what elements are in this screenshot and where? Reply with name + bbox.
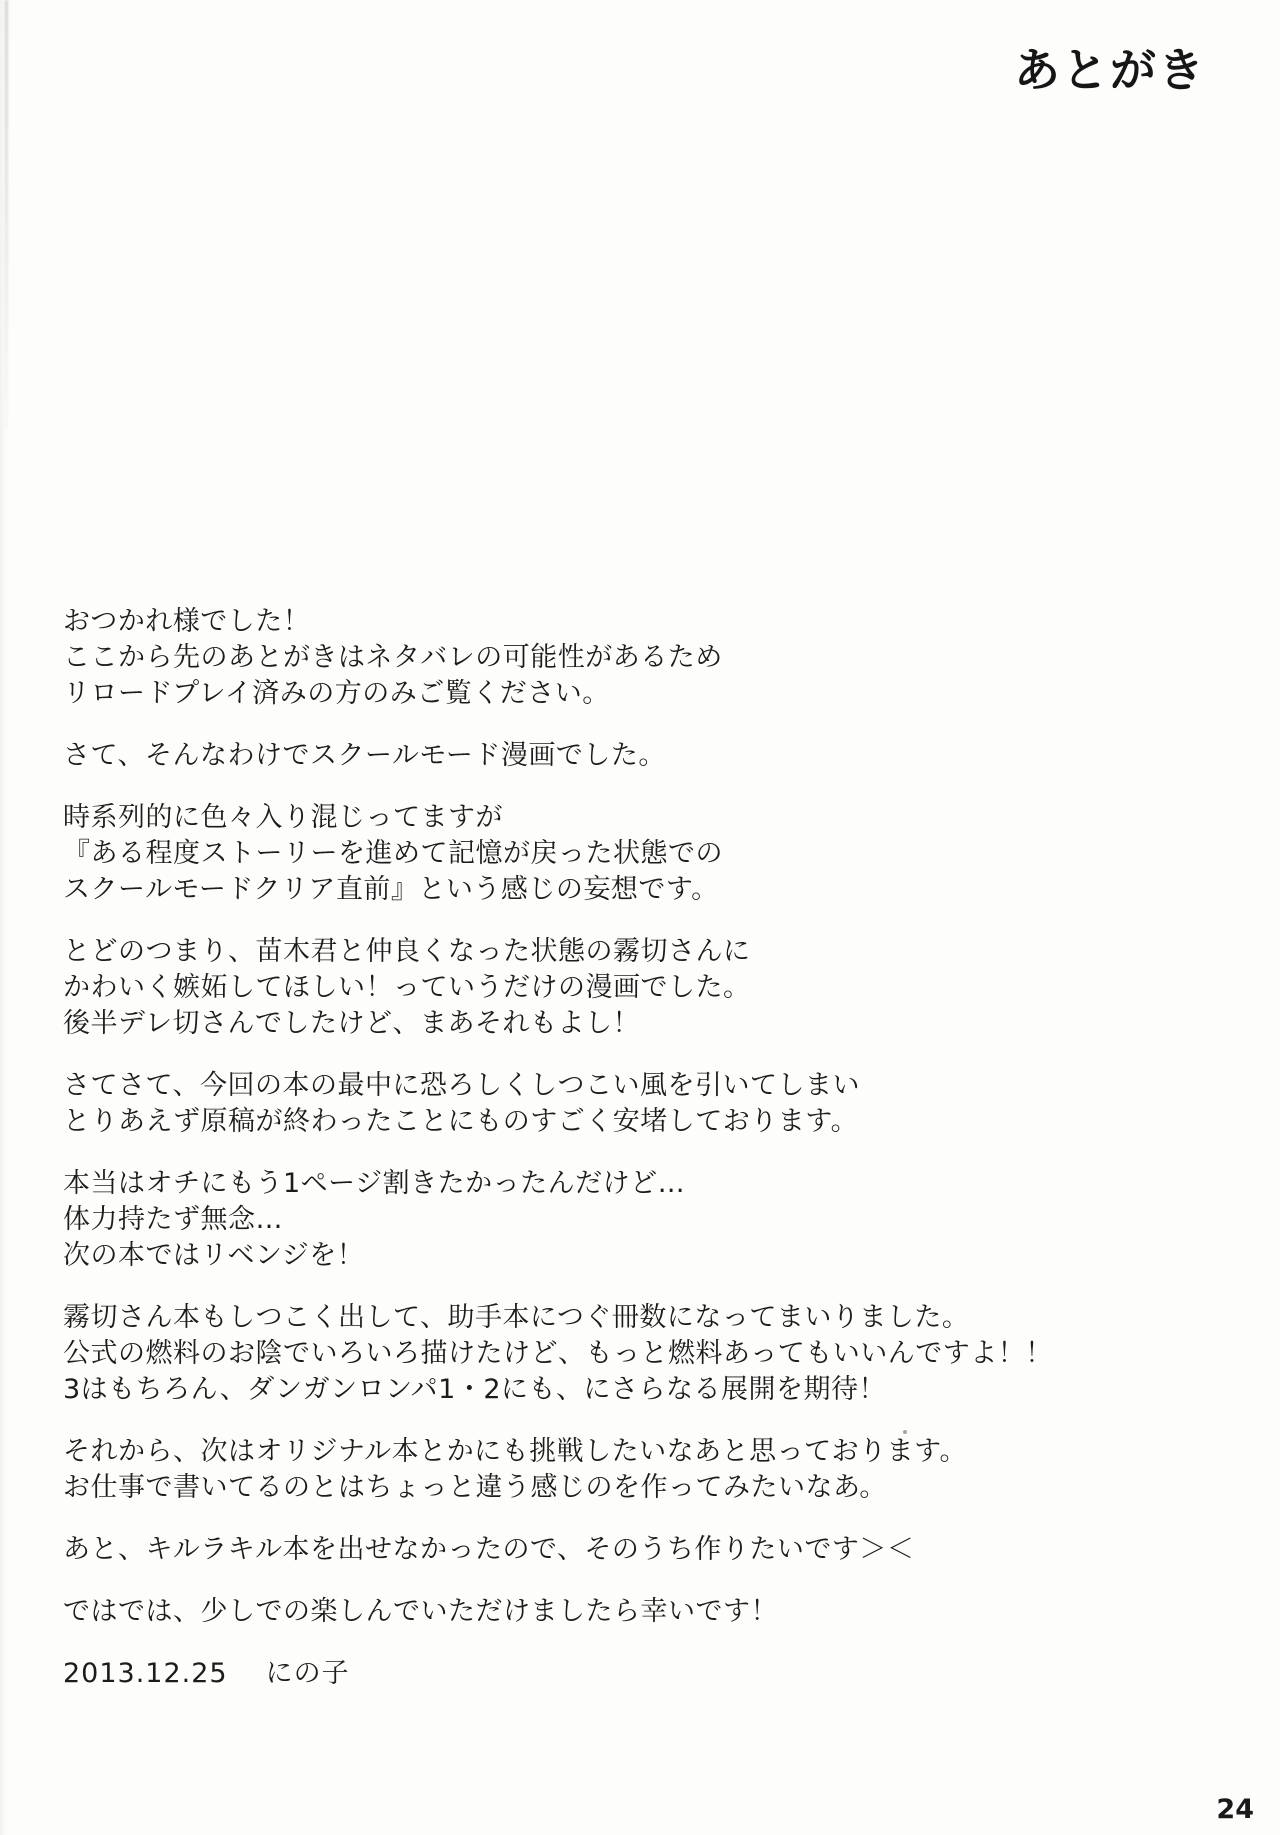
text-line: ではでは、少しでの楽しんでいただけましたら幸いです！ <box>63 1596 778 1627</box>
text-line: おつかれ様でした！ <box>63 606 311 637</box>
text-line: とどのつまり、苗木君と仲良くなった状態の霧切さんに <box>63 936 751 967</box>
text-line: さてさて、今回の本の最中に恐ろしくしつこい風を引いてしまい <box>63 1070 860 1101</box>
text-line: 体力持たず無念… <box>63 1204 283 1235</box>
paragraph <box>63 1434 1213 1506</box>
scan-artifact-dot <box>903 1430 907 1434</box>
paragraph <box>63 738 1213 774</box>
text-line: とりあえず原稿が終わったことにものすごく安堵しております。 <box>63 1106 859 1137</box>
scan-edge-line <box>5 0 8 430</box>
text-line: リロードプレイ済みの方のみご覧ください。 <box>63 678 610 709</box>
text-line: さて、そんなわけでスクールモード漫画でした。 <box>63 740 666 771</box>
paragraph <box>63 1594 1213 1630</box>
text-line: 次の本ではリベンジを！ <box>63 1240 365 1271</box>
text-line: ここから先のあとがきはネタバレの可能性があるため <box>63 642 723 673</box>
text-line: 時系列的に色々入り混じってますが <box>63 802 503 833</box>
paragraph <box>63 1532 1213 1568</box>
paragraph <box>63 1166 1213 1274</box>
text-line: 本当はオチにもう1ページ割きたかったんだけど… <box>63 1168 686 1199</box>
afterword-text <box>63 604 1213 1718</box>
page-number: 24 <box>1216 1794 1254 1825</box>
paragraph <box>63 800 1213 908</box>
text-line: 『ある程度ストーリーを進めて記憶が戻った状態での <box>63 838 723 869</box>
signature-author: にの子 <box>265 1658 350 1689</box>
text-line: 公式の燃料のお陰でいろいろ描けたけど、もっと燃料あってもいいんですよ！！ <box>63 1338 1053 1369</box>
page-title: あとがき <box>1014 43 1206 97</box>
text-line: 霧切さん本もしつこく出して、助手本につぐ冊数になってまいりました。 <box>63 1302 970 1333</box>
paragraph <box>63 604 1213 712</box>
text-line: 後半デレ切さんでしたけど、まあそれもよし！ <box>63 1008 640 1039</box>
text-line: スクールモードクリア直前』という感じの妄想です。 <box>63 874 719 905</box>
text-line: 3はもちろん、ダンガンロンパ1・2にも、にさらなる展開を期待！ <box>63 1374 887 1405</box>
paragraph <box>63 1068 1213 1140</box>
text-line: それから、次はオリジナル本とかにも挑戦したいなあと思っております。 <box>63 1436 967 1467</box>
signature-line <box>63 1656 1213 1692</box>
text-line: あと、キルラキル本を出せなかったので、そのうち作りたいです＞＜ <box>63 1534 915 1565</box>
text-line: お仕事で書いてるのとはちょっと違う感じのを作ってみたいなあ。 <box>63 1472 887 1503</box>
signature-date: 2013.12.25 <box>63 1658 228 1689</box>
text-line: かわいく嫉妬してほしい！っていうだけの漫画でした。 <box>63 972 751 1003</box>
paragraph <box>63 934 1213 1042</box>
paragraph <box>63 1300 1213 1408</box>
